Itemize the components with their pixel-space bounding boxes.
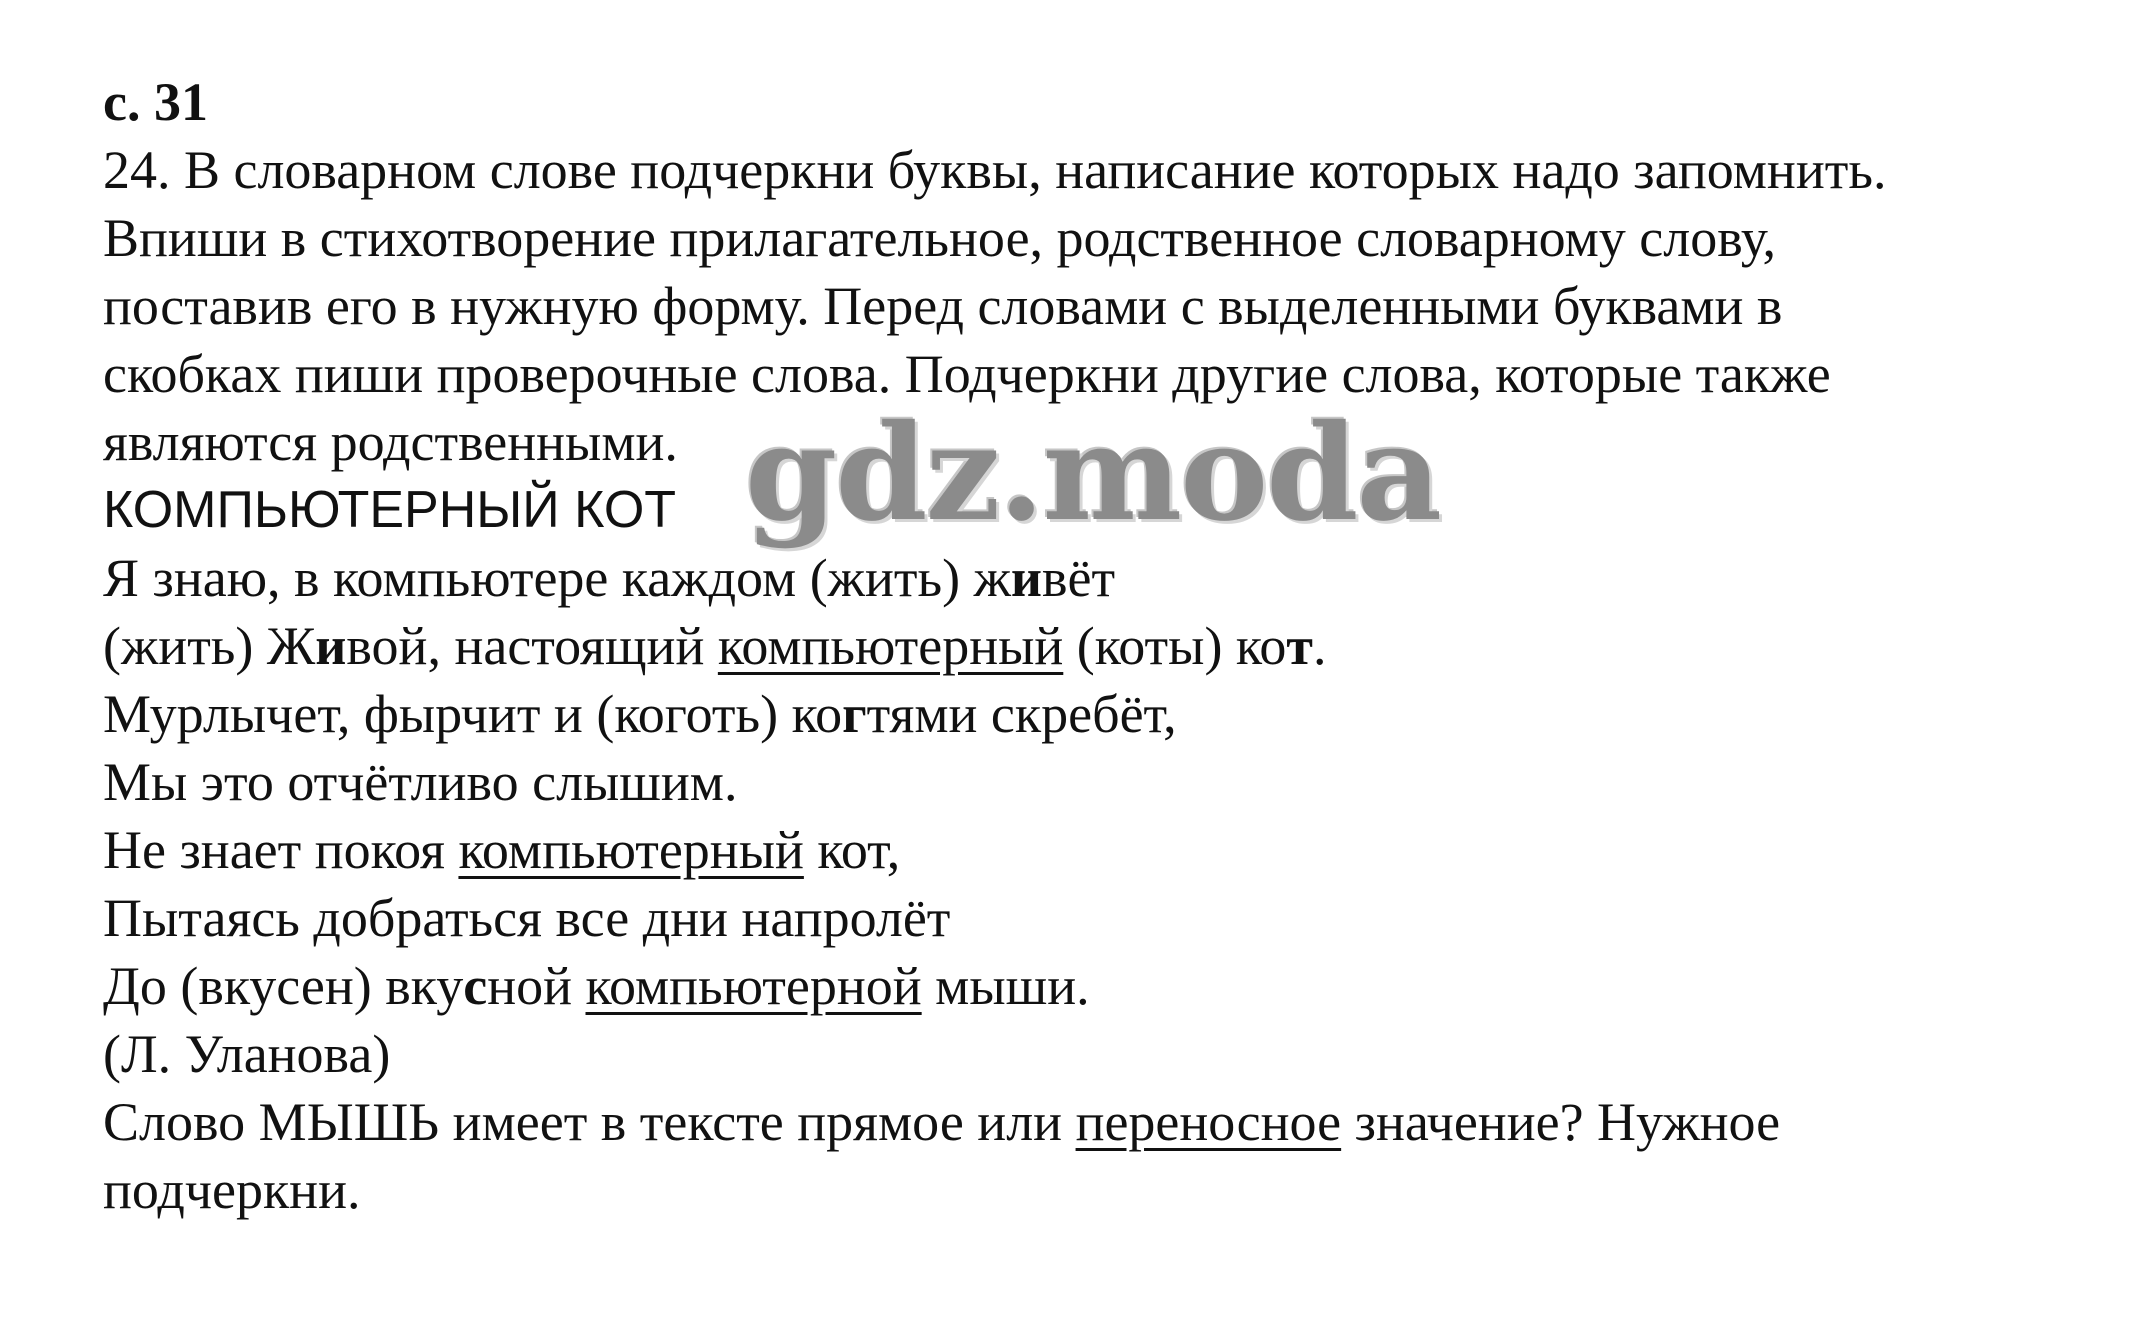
underlined-word: компьютерной — [585, 956, 922, 1016]
task-line: являются родственными. — [103, 412, 678, 472]
poem-line-7 — [103, 952, 2103, 1020]
poem-line-6: Пытаясь добраться все дни напролёт — [103, 888, 951, 948]
task-line: скобках пиши проверочные слова. Подчеркни другие слова, которые также — [103, 344, 1831, 404]
text-fragment: ной — [487, 956, 586, 1016]
highlighted-letter: т — [1286, 616, 1313, 676]
poem-line-1 — [103, 544, 2103, 612]
text-fragment: значение? Нужное — [1341, 1092, 1781, 1152]
text-fragment: (коты) ко — [1063, 616, 1287, 676]
task-line: Впиши в стихотворение прилагательное, родственное словарному слову, — [103, 208, 1776, 268]
text-fragment: . — [1312, 616, 1327, 676]
text-fragment: тями скребёт, — [866, 684, 1177, 744]
text-fragment: кот, — [803, 820, 901, 880]
highlighted-letter: и — [1010, 548, 1043, 608]
question-line-2: подчеркни. — [103, 1160, 361, 1220]
underlined-word: компьютерный — [717, 616, 1064, 676]
poem-line-5 — [103, 816, 2103, 884]
poem — [103, 544, 2103, 1088]
text-fragment: мыши. — [921, 956, 1090, 1016]
underlined-word: компьютерный — [458, 820, 804, 880]
text-fragment: Слово МЫШЬ имеет в тексте прямое или — [103, 1092, 1076, 1152]
poem-line-3 — [103, 680, 2103, 748]
highlighted-letter: и — [315, 616, 347, 676]
text-fragment: Я знаю, в компьютере каждом (жить) ж — [103, 548, 1011, 608]
poem-line-2 — [103, 612, 2103, 680]
task-line: 24. В словарном слове подчеркни буквы, написание которых надо запомнить. — [103, 140, 1887, 200]
page-number: с. 31 — [103, 72, 208, 132]
document-page — [103, 68, 2103, 1224]
text-fragment: (жить) Ж — [103, 616, 316, 676]
highlighted-letter: г — [842, 684, 867, 744]
poem-title: КОМПЬЮТЕРНЫЙ КОТ — [103, 481, 677, 539]
text-fragment: Мурлычет, фырчит и (коготь) ко — [103, 684, 843, 744]
text-fragment: вой, настоящий — [346, 616, 718, 676]
task-line: поставив его в нужную форму. Перед словами с выделенными буквами в — [103, 276, 1783, 336]
text-fragment: вёт — [1042, 548, 1116, 608]
underlined-word: переносное — [1075, 1092, 1342, 1152]
text-fragment: До (вкусен) вку — [103, 956, 464, 1016]
text-fragment: Не знает покоя — [103, 820, 459, 880]
poem-line-4: Мы это отчётливо слышим. — [103, 752, 738, 812]
question — [103, 1088, 2103, 1224]
poem-author: (Л. Уланова) — [103, 1024, 391, 1084]
question-line-1 — [103, 1088, 2103, 1156]
watermark-logo: gdz.moda — [745, 396, 1441, 551]
highlighted-letter: с — [463, 956, 488, 1016]
